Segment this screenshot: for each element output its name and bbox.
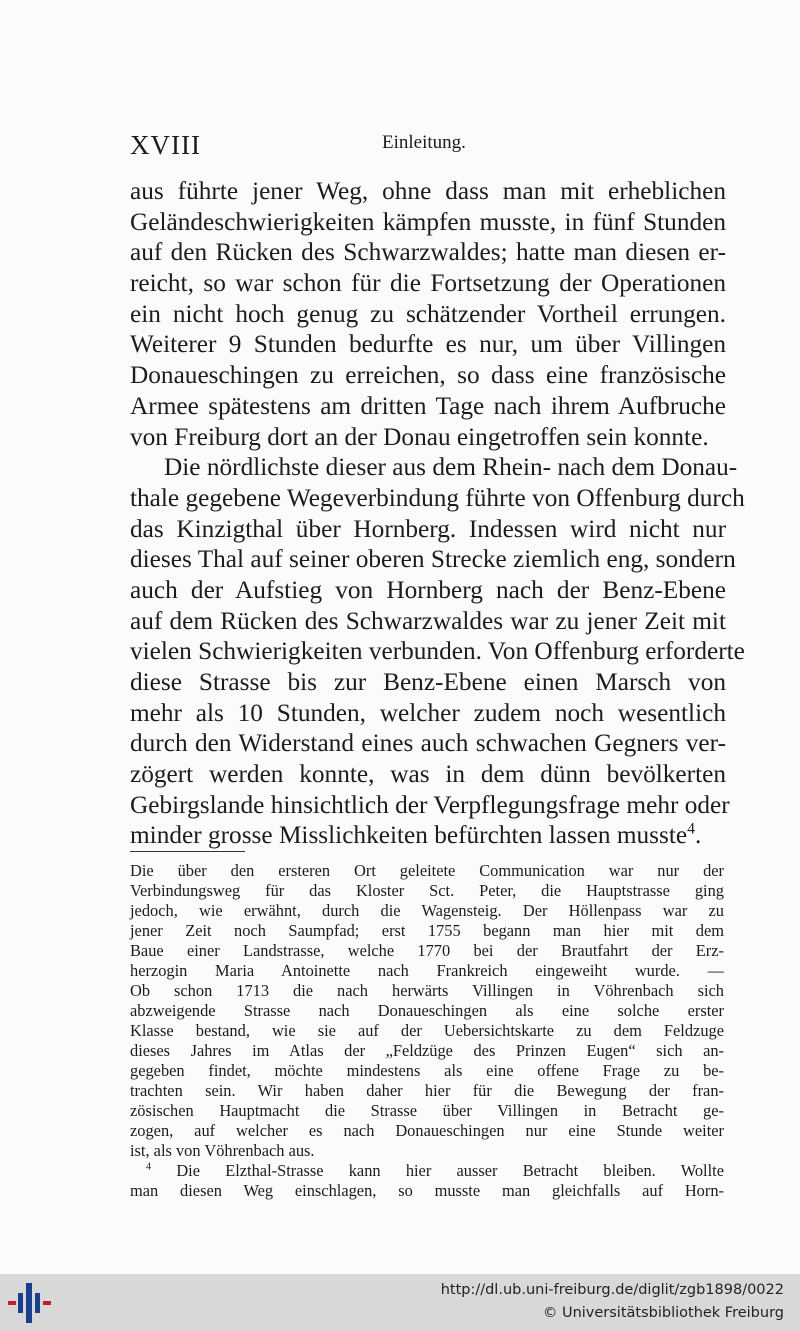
body-line: dieses Thal auf seiner oberen Strecke ziemlich eng, sondern [130,545,736,574]
footnote-line: Baue einer Landstrasse, welche 1770 bei der Brautfahrt der Erz- [130,941,724,960]
footnote-line: Die über den ersteren Ort geleitete Communication war nur der [130,861,724,880]
body-line: durch den Widerstand eines auch schwachen Gegners ver- [130,729,726,758]
footnote-reference: 4 [687,821,695,839]
body-line: auf den Rücken des Schwarzwaldes; hatte man diesen er- [130,238,726,267]
body-line: aus führte jener Weg, ohne dass man mit erheblichen [130,177,726,205]
footnote-line: jener Zeit noch Saumpfad; erst 1755 begann man hier mit dem [130,921,724,940]
library-footer-bar [0,1274,800,1331]
body-line: das Kinzigthal über Hornberg. Indessen wird nicht nur [130,514,726,543]
body-line: thale gegebene Wegeverbindung führte von Offenburg durch [130,483,745,512]
body-line: vielen Schwierigkeiten verbunden. Von Offenburg erforderte [130,637,745,666]
body-line: Weiterer 9 Stunden bedurfte es nur, um über Villingen [130,330,726,359]
body-line: Donaueschingen zu erreichen, so dass eine französische [130,361,726,390]
body-line: auf dem Rücken des Schwarzwaldes war zu jener Zeit mit [130,606,726,635]
body-line: auch der Aufstieg von Hornberg nach der Benz-Ebene [130,575,726,604]
footnote-line: zogen, auf welcher es nach Donaueschingen nur eine Stunde weiter [130,1121,724,1140]
footnote-line: Verbindungsweg für das Kloster Sct. Peter, die Hauptstrasse ging [130,881,724,900]
body-line: zögert werden konnte, was in dem dünn bevölkerten [130,760,726,789]
body-line: reicht, so war schon für die Fortsetzung der Operationen [130,269,726,298]
footnotes [130,861,724,1201]
body-text [130,176,745,851]
body-line-last [130,820,726,851]
footnote-line: dieses Jahres im Atlas der „Feldzüge des Prinzen Eugen“ sich an- [130,1041,724,1060]
body-end-punct: . [694,821,702,850]
footnote-line: jedoch, wie erwähnt, durch die Wagensteig. Der Höllenpass war zu [130,901,724,920]
body-line: diese Strasse bis zur Benz-Ebene einen Marsch von [130,668,726,696]
ub-freiburg-logo-icon [8,1283,52,1323]
footnote-line: abzweigende Strasse nach Donaueschingen als eine solche erster [130,1001,724,1020]
footnote-line: herzogin Maria Antoinette nach Frankreich eingeweiht wurde. — [130,961,724,980]
body-line-text: minder grosse Misslichkeiten befürchten lassen musste [130,821,688,850]
page-number: XVIII [130,130,201,160]
footnote-4-text: Die Elzthal-Strasse kann hier ausser Betracht bleiben. Wollte [176,1161,724,1180]
footnote-separator [130,851,245,852]
running-title: Einleitung. [382,132,466,153]
body-line: ein nicht hoch genug zu schätzender Vortheil errungen. [130,299,726,328]
footnote-line: ist, als von Vöhrenbach aus. [130,1141,315,1160]
footnote-line: Klasse bestand, wie sie auf der Uebersichtskarte zu dem Feldzuge [130,1021,724,1040]
body-line: mehr als 10 Stunden, welcher zudem noch wesentlich [130,698,726,727]
body-line: Geländeschwierigkeiten kämpfen musste, in fünf Stunden [130,207,726,236]
body-line: von Freiburg dort an der Donau eingetroffen sein konnte. [130,422,709,451]
body-line: Die nördlichste dieser aus dem Rhein- nach dem Donau- [164,453,738,482]
footnote-line: trachten sein. Wir haben daher hier für die Bewegung der fran- [130,1081,724,1100]
source-url-link[interactable]: http://dl.ub.uni-freiburg.de/diglit/zgb1898/0022 [440,1282,784,1298]
body-line: Armee spätestens am dritten Tage nach ihrem Aufbruche [130,391,726,420]
footnote-line: zösischen Hauptmacht die Strasse über Villingen in Betracht ge- [130,1101,724,1120]
footnote-4-first-line [130,1161,724,1181]
copyright-notice: © Universitätsbibliothek Freiburg [542,1305,784,1321]
page-header [130,128,726,168]
footnote-line: Ob schon 1713 die nach herwärts Villingen in Vöhrenbach sich [130,981,724,1000]
footnote-line: man diesen Weg einschlagen, so musste man gleichfalls auf Horn- [130,1181,724,1200]
footnote-line: gegeben findet, möchte mindestens als eine offene Frage zu be- [130,1061,724,1080]
body-line: Gebirgslande hinsichtlich der Verpflegungsfrage mehr oder [130,790,730,819]
footnote-4-marker: 4 [146,1161,152,1173]
